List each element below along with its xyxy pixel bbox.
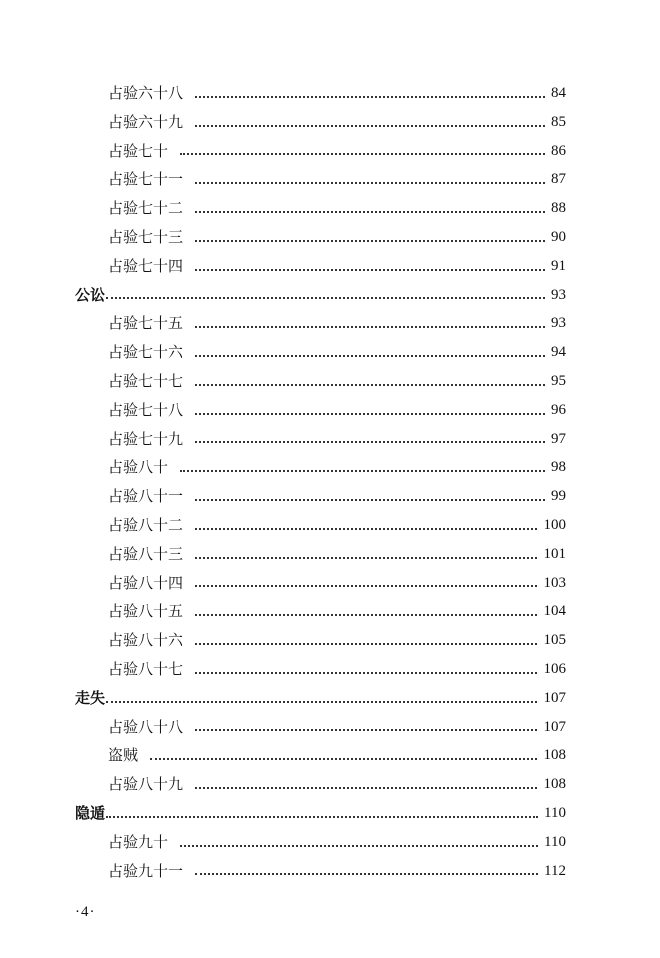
table-of-contents: [0, 79, 660, 885]
dot-leader: [195, 501, 537, 530]
dot-leader: [195, 299, 545, 328]
dot-leader: [195, 530, 537, 559]
toc-entry-title: 占验八十一: [108, 482, 183, 511]
toc-entry-page: 90: [551, 228, 566, 245]
toc-entry-title: 占验七十二: [108, 194, 183, 223]
dot-leader: [106, 789, 538, 818]
dot-leader: [195, 645, 537, 674]
dot-leader: [195, 760, 537, 789]
toc-entry-page: 110: [544, 833, 566, 850]
toc-entry-title: 占验七十六: [108, 338, 183, 367]
toc-entry-title: 占验七十四: [108, 252, 183, 281]
dot-leader: [180, 443, 545, 472]
toc-entry-title: 盗贼: [108, 741, 138, 770]
toc-entry-page: 93: [551, 315, 566, 332]
toc-entry-page: 104: [543, 603, 566, 620]
toc-entry-title: 占验八十六: [108, 626, 183, 655]
toc-entry-title: 占验七十九: [108, 425, 183, 454]
toc-entry-title: 走失: [75, 684, 105, 713]
toc-entry-title: 隐遁: [75, 799, 105, 828]
toc-entry-title: 占验八十九: [108, 770, 183, 799]
toc-entry-page: 108: [543, 747, 566, 764]
toc-entry-page: 84: [551, 85, 566, 101]
dot-leader: [195, 213, 545, 242]
toc-entry-page: 94: [551, 344, 566, 361]
toc-entry-page: 86: [551, 142, 566, 159]
toc-entry-page: 97: [551, 430, 566, 447]
toc-entry-title: 占验八十八: [108, 713, 183, 742]
toc-entry-page: 108: [543, 776, 566, 793]
toc-entry: [0, 857, 660, 886]
dot-leader: [180, 127, 545, 156]
toc-entry-title: 占验七十一: [108, 165, 183, 194]
toc-entry-page: 91: [551, 257, 566, 274]
toc-entry-title: 占验八十四: [108, 569, 183, 598]
toc-entry-title: 公讼: [75, 281, 105, 310]
toc-entry-page: 107: [543, 718, 566, 735]
toc-entry-page: 103: [543, 574, 566, 591]
toc-entry-page: 106: [543, 660, 566, 677]
dot-leader: [195, 587, 537, 616]
dot-leader: [195, 98, 545, 127]
toc-entry-title: 占验九十: [108, 828, 168, 857]
toc-entry-page: 88: [551, 200, 566, 217]
toc-entry-title: 占验七十八: [108, 396, 183, 425]
dot-leader: [195, 472, 545, 501]
toc-entry-page: 105: [543, 632, 566, 649]
dot-leader: [195, 616, 537, 645]
dot-leader: [150, 731, 537, 760]
toc-entry-page: 110: [544, 804, 566, 821]
toc-entry-title: 占验九十一: [108, 857, 183, 886]
toc-entry-title: 占验七十三: [108, 223, 183, 252]
toc-entry-page: 96: [551, 401, 566, 418]
toc-entry-title: 占验八十七: [108, 655, 183, 684]
dot-leader: [195, 184, 545, 213]
dot-leader: [195, 703, 537, 732]
toc-entry-title: 占验八十: [108, 453, 168, 482]
toc-entry-page: 85: [551, 113, 566, 130]
page-number: ·4·: [75, 904, 96, 920]
dot-leader: [195, 242, 545, 271]
toc-entry-page: 107: [543, 689, 566, 706]
dot-leader: [195, 69, 545, 98]
toc-entry-title: 占验八十二: [108, 511, 183, 540]
dot-leader: [195, 415, 545, 444]
toc-entry-page: 101: [543, 545, 566, 562]
dot-leader: [180, 818, 538, 847]
toc-entry-title: 占验七十七: [108, 367, 183, 396]
toc-entry-title: 占验六十八: [108, 79, 183, 108]
dot-leader: [195, 357, 545, 386]
toc-entry-page: 98: [551, 459, 566, 476]
toc-entry-title: 占验六十九: [108, 108, 183, 137]
toc-entry-page: 93: [551, 286, 566, 303]
dot-leader: [106, 271, 545, 300]
dot-leader: [195, 559, 537, 588]
dot-leader: [195, 847, 538, 876]
toc-entry-title: 占验八十五: [108, 597, 183, 626]
toc-entry-page: 95: [551, 372, 566, 389]
dot-leader: [195, 386, 545, 415]
toc-entry-title: 占验七十: [108, 137, 168, 166]
toc-entry-title: 占验七十五: [108, 309, 183, 338]
dot-leader: [195, 155, 545, 184]
toc-entry-page: 112: [544, 862, 566, 879]
dot-leader: [195, 328, 545, 357]
toc-entry-page: 87: [551, 171, 566, 188]
toc-entry-title: 占验八十三: [108, 540, 183, 569]
toc-entry-page: 100: [543, 516, 566, 533]
dot-leader: [106, 674, 537, 703]
toc-entry-page: 99: [551, 488, 566, 505]
